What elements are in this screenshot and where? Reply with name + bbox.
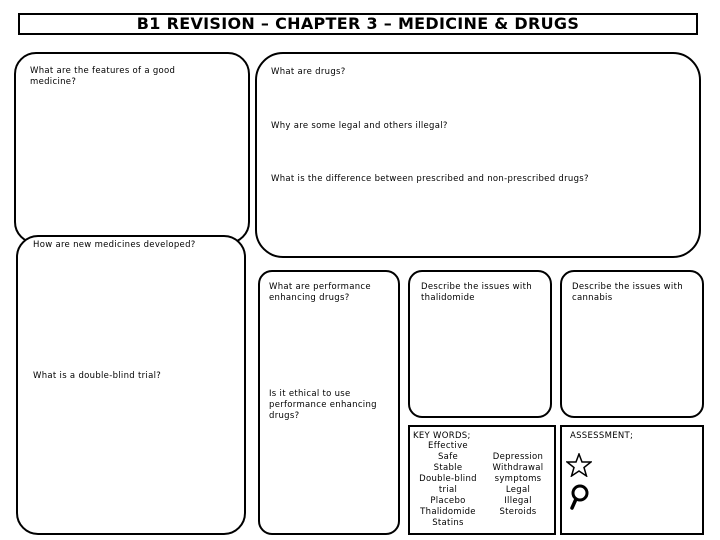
key-words-column-2	[484, 452, 552, 518]
magnifier-icon	[568, 483, 592, 511]
star-icon	[566, 453, 592, 477]
developed-question: How are new medicines developed?	[33, 240, 196, 250]
drugs-question: What are drugs?	[271, 67, 346, 77]
thalidomide-question: Describe the issues with thalidomide	[421, 282, 532, 303]
keyword: Stable	[433, 463, 463, 473]
page-title: B1 REVISION – CHAPTER 3 – MEDICINE & DRUGS	[18, 13, 698, 35]
ethical-question: Is it ethical to use performance enhancing drugs?	[269, 389, 377, 421]
keyword: Thalidomide	[420, 507, 476, 517]
keyword: Withdrawal	[492, 463, 544, 473]
keyword: Depression	[492, 452, 544, 462]
keyword: symptoms	[494, 474, 542, 484]
double-blind-question: What is a double-blind trial?	[33, 371, 162, 381]
performance-question: What are performance enhancing drugs?	[269, 282, 371, 303]
drugs-box	[255, 52, 701, 258]
keyword: Legal	[505, 485, 531, 495]
legal-question: Why are some legal and others illegal?	[271, 121, 448, 131]
key-words-heading: KEY WORDS;	[413, 431, 471, 441]
medicines-developed-box	[16, 235, 246, 535]
keyword: Safe	[437, 452, 459, 462]
keyword: Placebo	[430, 496, 466, 506]
keyword: Effective	[428, 441, 468, 451]
features-question: What are the features of a good medicine?	[30, 66, 176, 87]
key-words-column-1	[412, 441, 484, 529]
assessment-heading: ASSESSMENT;	[570, 431, 634, 441]
prescribed-question: What is the difference between prescribed and non-prescribed drugs?	[271, 174, 589, 184]
cannabis-question: Describe the issues with cannabis	[572, 282, 683, 303]
keyword: Steroids	[499, 507, 537, 517]
keyword: Double-blind	[419, 474, 477, 484]
keyword: Statins	[432, 518, 464, 528]
keyword: trial	[438, 485, 458, 495]
keyword: Illegal	[504, 496, 532, 506]
